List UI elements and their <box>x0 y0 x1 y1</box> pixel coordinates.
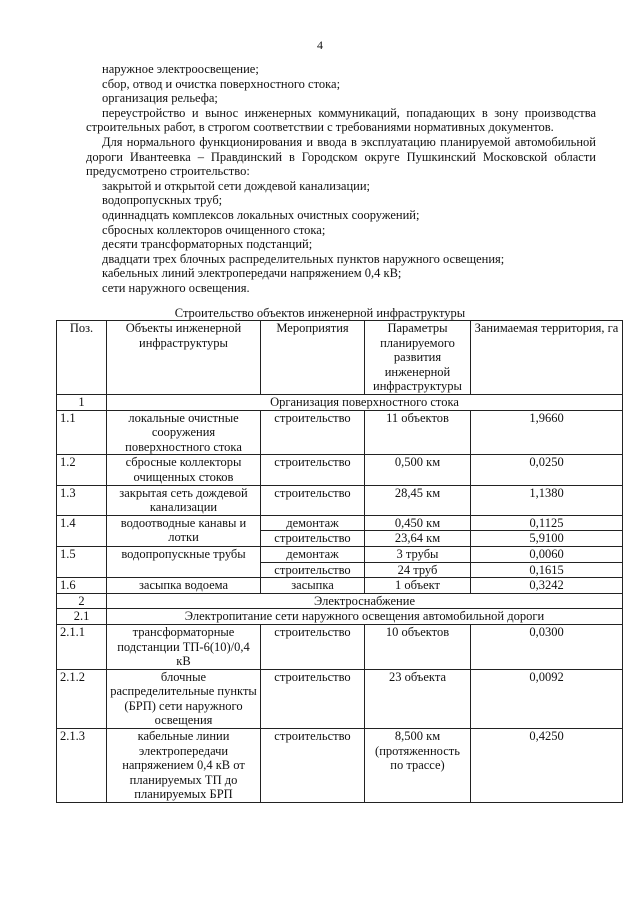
page-number: 4 <box>317 38 323 52</box>
object-cell: засыпка водоема <box>107 578 261 594</box>
table-row <box>57 578 623 594</box>
pos-cell: 2.1.1 <box>57 624 107 669</box>
construction-item: закрытой и открытой сети дождевой канализации; <box>102 178 370 193</box>
param-cell: 8,500 км (протяженность по трассе) <box>365 729 471 803</box>
intro-item: сбор, отвод и очистка поверхностного стока; <box>102 76 341 91</box>
param-cell: 11 объектов <box>365 410 471 455</box>
action-cell: строительство <box>261 624 365 669</box>
param-cell: 28,45 км <box>365 485 471 515</box>
area-cell: 5,9100 <box>471 531 623 547</box>
header-cell: Занимаемая территория, га <box>471 321 623 395</box>
object-cell: трансформаторные подстанции ТП-6(10)/0,4 кВ <box>107 624 261 669</box>
pos-cell: 1.6 <box>57 578 107 594</box>
pos-cell: 1.3 <box>57 485 107 515</box>
pos-cell: 1.1 <box>57 410 107 455</box>
table-row <box>57 515 623 531</box>
param-cell: 0,500 км <box>365 455 471 485</box>
pos-cell: 1 <box>57 395 107 411</box>
object-cell: локальные очистные сооружения поверхностного стока <box>107 410 261 455</box>
param-cell: 0,450 км <box>365 515 471 531</box>
action-cell: демонтаж <box>261 546 365 562</box>
construction-item: сбросных коллекторов очищенного стока; <box>102 222 326 237</box>
construction-item: водопропускных труб; <box>102 193 223 208</box>
area-cell: 0,1125 <box>471 515 623 531</box>
pos-cell: 2.1.3 <box>57 729 107 803</box>
object-cell: сбросные коллекторы очищенных стоков <box>107 455 261 485</box>
table-caption: Строительство объектов инженерной инфраструктуры <box>174 306 466 320</box>
header-cell: Мероприятия <box>261 321 365 395</box>
pos-cell: 1.2 <box>57 455 107 485</box>
construction-item: двадцати трех блочных распределительных пунктов наружного освещения; <box>102 251 505 266</box>
table-row <box>57 729 623 803</box>
pos-cell: 2 <box>57 593 107 609</box>
table-row <box>57 624 623 669</box>
action-cell: строительство <box>261 455 365 485</box>
infrastructure-table <box>56 320 623 803</box>
object-cell: водоотводные канавы и лотки <box>107 515 261 546</box>
construction-item: кабельных линий электропередачи напряжением 0,4 кВ; <box>102 266 402 281</box>
table-row <box>57 669 623 728</box>
table-row <box>57 485 623 515</box>
area-cell: 0,0092 <box>471 669 623 728</box>
object-cell: закрытая сеть дождевой канализации <box>107 485 261 515</box>
action-cell: строительство <box>261 562 365 578</box>
area-cell: 0,0300 <box>471 624 623 669</box>
object-cell: блочные распределительные пункты (БРП) сети наружного освещения <box>107 669 261 728</box>
section-title: Электропитание сети наружного освещения автомобильной дороги <box>107 609 623 625</box>
area-cell: 0,4250 <box>471 729 623 803</box>
intro-item: наружное электроосвещение; <box>102 62 259 76</box>
pos-cell: 1.4 <box>57 515 107 546</box>
param-cell: 10 объектов <box>365 624 471 669</box>
table-row <box>57 410 623 455</box>
area-cell: 0,0060 <box>471 546 623 562</box>
param-cell: 1 объект <box>365 578 471 594</box>
body-text <box>86 62 596 296</box>
area-cell: 1,9660 <box>471 410 623 455</box>
section-title: Электроснабжение <box>107 593 623 609</box>
table-row <box>57 455 623 485</box>
param-cell: 24 труб <box>365 562 471 578</box>
construction-item: сети наружного освещения. <box>102 280 250 295</box>
table-header-row <box>57 321 623 395</box>
area-cell: 0,3242 <box>471 578 623 594</box>
section-row <box>57 593 623 609</box>
action-cell: засыпка <box>261 578 365 594</box>
action-cell: демонтаж <box>261 515 365 531</box>
pos-cell: 2.1 <box>57 609 107 625</box>
header-cell: Объекты инженерной инфраструктуры <box>107 321 261 395</box>
object-cell: водопропускные трубы <box>107 546 261 577</box>
object-cell: кабельные линии электропередачи напряжением 0,4 кВ от планируемых ТП до планируемых БРП <box>107 729 261 803</box>
table-row <box>57 546 623 562</box>
action-cell: строительство <box>261 485 365 515</box>
section-row <box>57 609 623 625</box>
param-cell: 23,64 км <box>365 531 471 547</box>
section-row <box>57 395 623 411</box>
intro-item: организация рельефа; <box>102 91 218 106</box>
param-cell: 3 трубы <box>365 546 471 562</box>
param-cell: 23 объекта <box>365 669 471 728</box>
action-cell: строительство <box>261 669 365 728</box>
pos-cell: 1.5 <box>57 546 107 577</box>
construction-item: десяти трансформаторных подстанций; <box>102 237 313 252</box>
action-cell: строительство <box>261 531 365 547</box>
area-cell: 0,0250 <box>471 455 623 485</box>
header-cell: Параметры планируемого развития инженерной инфраструктуры <box>365 321 471 395</box>
pos-cell: 2.1.2 <box>57 669 107 728</box>
relocation-paragraph: переустройство и вынос инженерных коммуникаций, попадающих в зону производства строительных работ, в строгом соответствии с требованиями нормативных документов. <box>86 105 596 135</box>
section-title: Организация поверхностного стока <box>107 395 623 411</box>
area-cell: 0,1615 <box>471 562 623 578</box>
main-paragraph: Для нормального функционирования и ввода в эксплуатацию планируемой автомобильной дороги Ивантеевка – Правдинский в Городском округе Пушкинский Московской области предусмотрено строительство: <box>86 134 596 179</box>
area-cell: 1,1380 <box>471 485 623 515</box>
header-cell: Поз. <box>57 321 107 395</box>
construction-item: одиннадцать комплексов локальных очистных сооружений; <box>102 207 420 222</box>
action-cell: строительство <box>261 729 365 803</box>
action-cell: строительство <box>261 410 365 455</box>
